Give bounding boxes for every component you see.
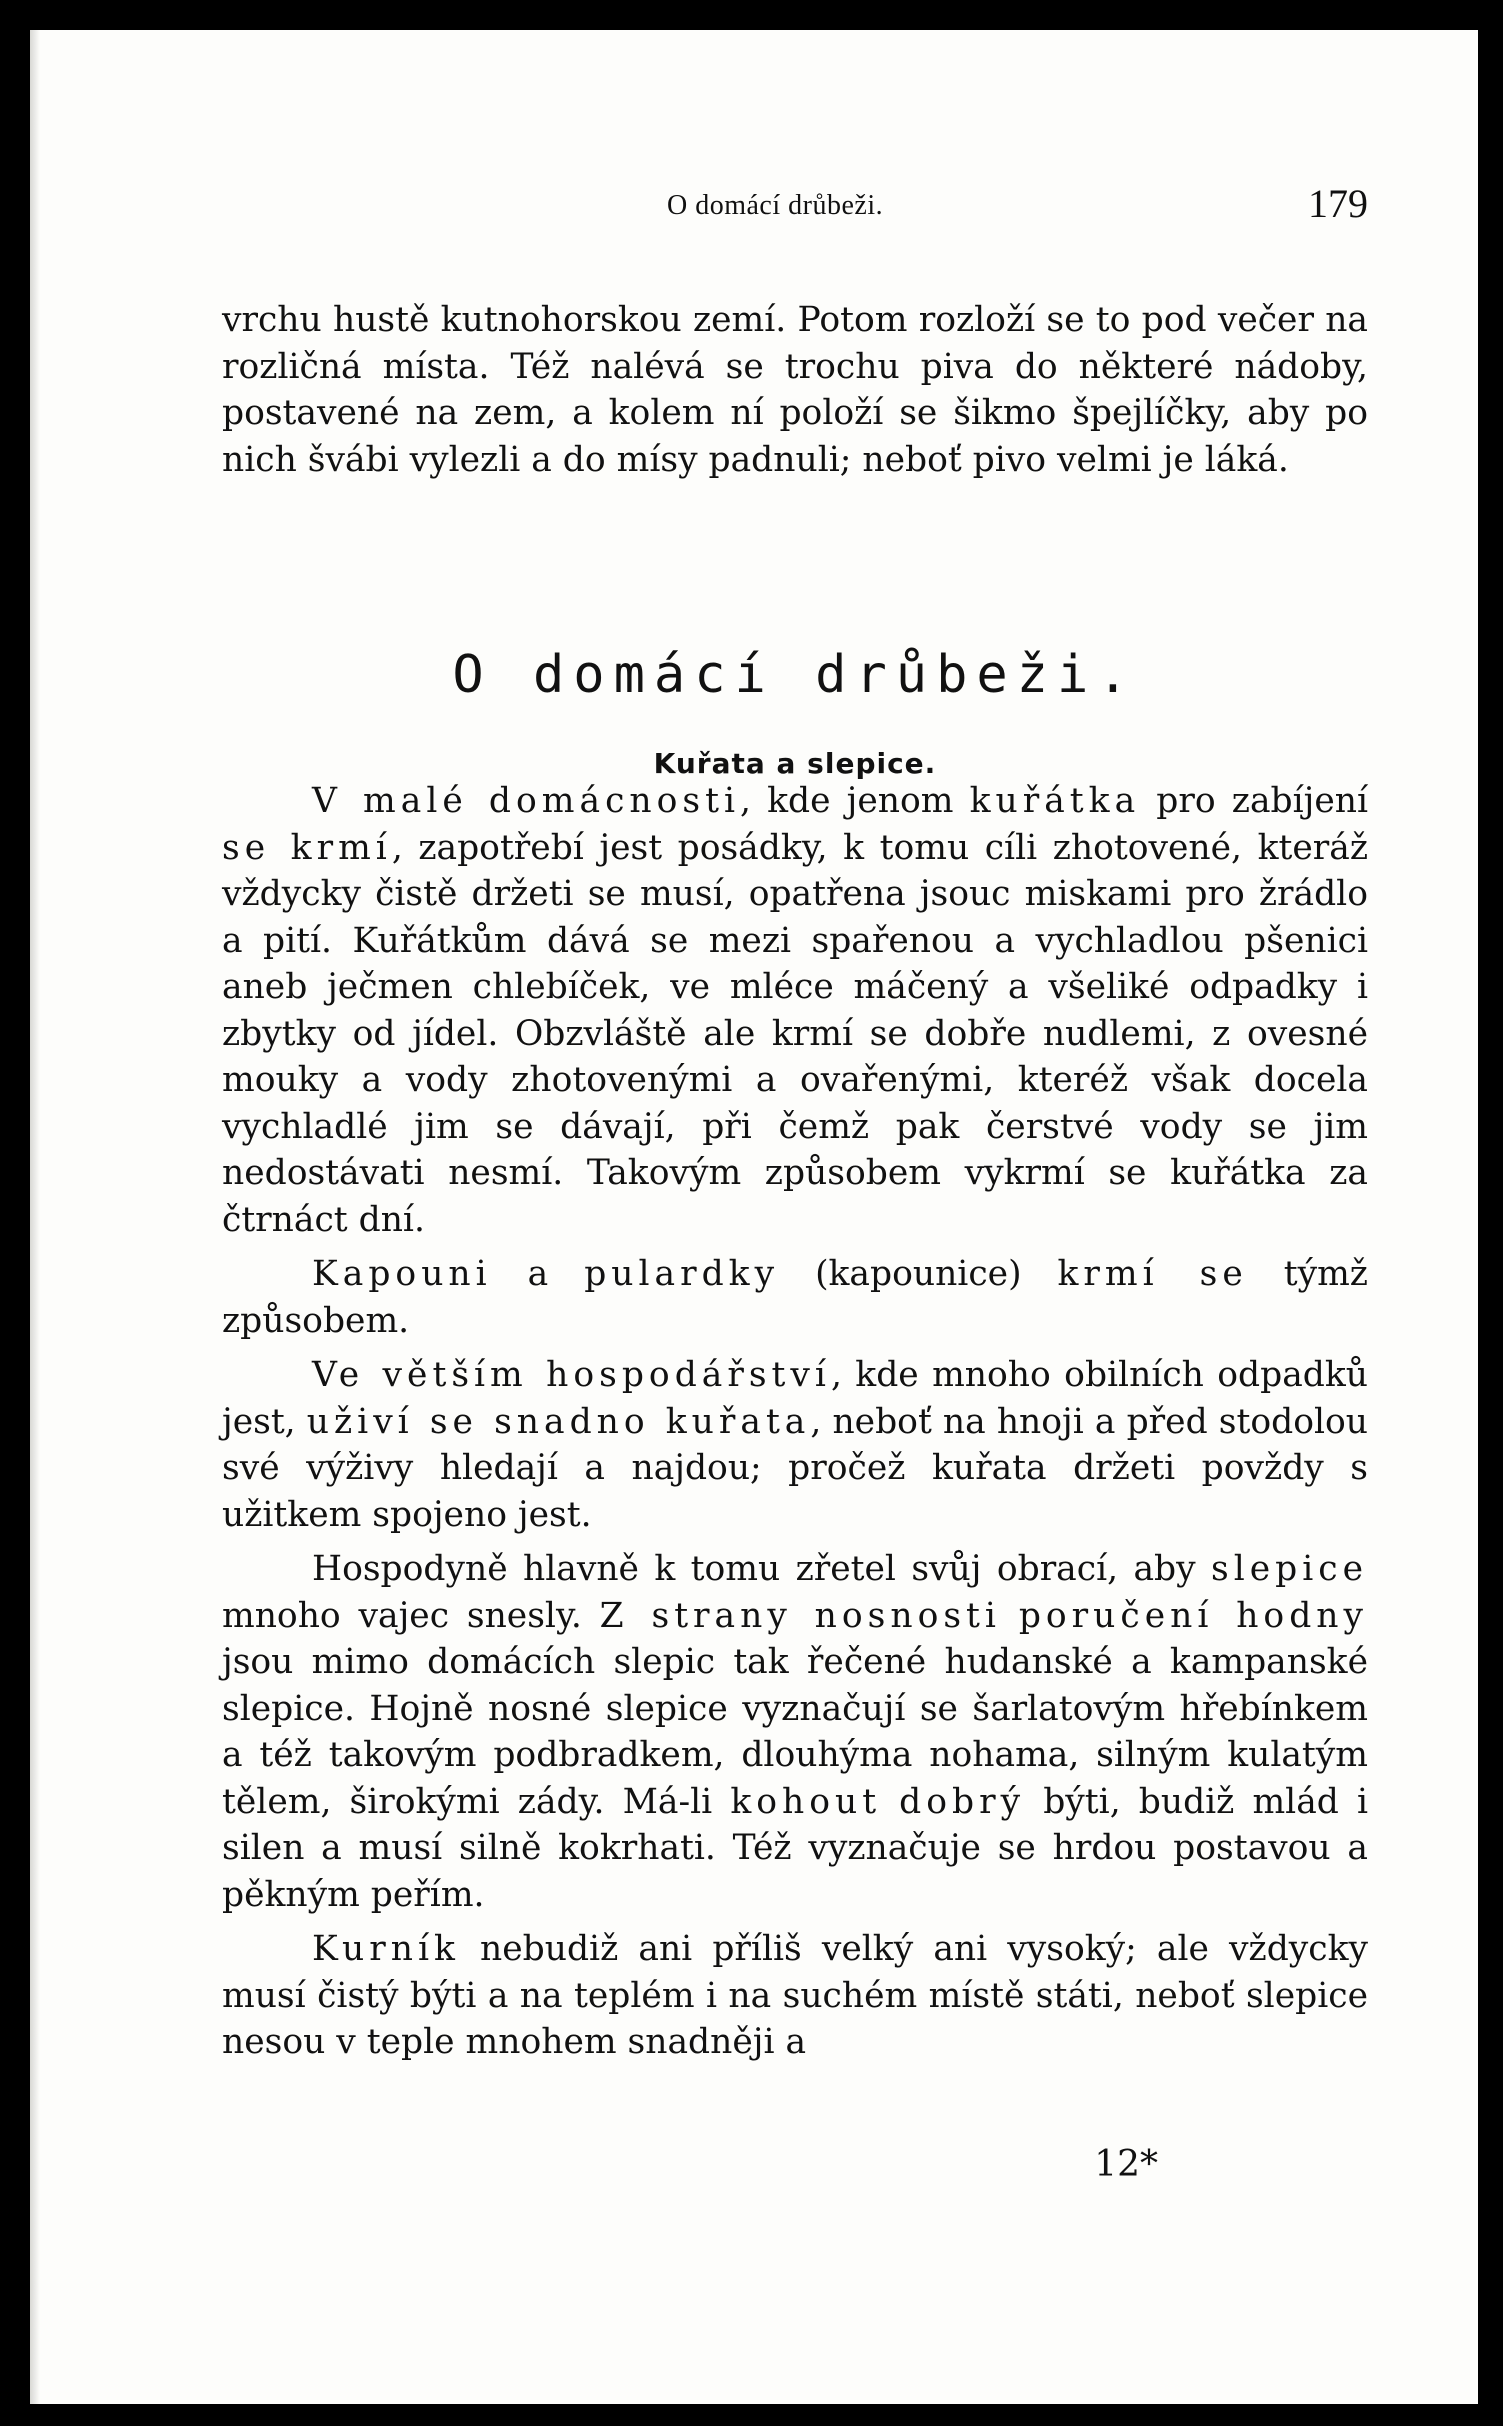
spaced-term: dobrý — [899, 1781, 1026, 1822]
text-run: nebudiž ani příliš velký ani vysoký; ale vždycky musí čistý býti a na teplém i na suchém místě státi, neboť slepice nesou v teple mnohem snadněji a — [222, 1929, 1368, 2062]
spaced-term: uživí se snadno kuřata — [306, 1401, 811, 1442]
spaced-term: krmí se — [1057, 1254, 1248, 1294]
running-head-title: O domácí drůbeži. — [667, 190, 884, 221]
text-run: mnoho vajec snesly. — [222, 1595, 600, 1636]
text-run: jsou mimo domácích slepic tak řečené hudanské a kampanské slepice. Hojně nosné slepice vyznačují se šarlatovým hřebínkem a též takovým podbradkem, dlouhýma nohama, silným kulatým tělem, širokými zády. Má-li — [222, 1642, 1368, 1822]
text-run: a — [491, 1254, 585, 1294]
text-run: pro zabíjení — [1140, 781, 1369, 821]
body-text — [222, 778, 1368, 2074]
spaced-term: poručení hodny — [1018, 1595, 1368, 1636]
book-page — [30, 30, 1478, 2404]
text-run: týmž způsobem. — [222, 1254, 1368, 1341]
text-run: , zapotřebí jest posádky, k tomu cíli zhotovené, kteráž vždycky čistě držeti se musí, opatřena jsouc miskami pro žrádlo a pití. Kuřátkům dává se mezi spařenou a vychladlou pšenici aneb ječmen chlebíček, ve mléce máčený a všeliké odpadky i zbytky od jídel. Obzvláště ale krmí se dobře nudlemi, z ovesné mouky a vody zhotovenými a ovařenými, kteréž však docela vychladlé jim se dávají, při čemž pak čerstvé vody se jim nedostávati nesmí. Takovým způsobem vykrmí se kuřátka za čtrnáct dní. — [222, 827, 1368, 1240]
spaced-term: Kurník — [312, 1929, 460, 1969]
text-run: Hospodyně hlavně k tomu zřetel svůj obrací, aby — [312, 1549, 1211, 1589]
spaced-term: kuřátka — [969, 781, 1141, 821]
paragraph-laying-hens — [222, 1546, 1368, 1918]
subheading: Kuřata a slepice. — [653, 747, 937, 781]
text-run: , neboť na hnoji a před stodolou své výživy hledají a najdou; pročež kuřata držeti povždy s užitkem spojeno jest. — [222, 1401, 1368, 1535]
spaced-term: Ve větším hospodářství — [312, 1355, 831, 1395]
signature-mark: 12* — [1094, 2144, 1158, 2185]
paragraph-chickens-small-household — [222, 778, 1368, 1243]
text-run: , kde jenom — [739, 781, 970, 821]
spaced-term: Z strany nosnosti — [599, 1595, 1001, 1636]
page-binding-edge — [30, 30, 40, 2404]
intro-paragraph: vrchu hustě kutnohorskou zemí. Potom rozloží se to pod večer na rozličná místa. Též nalévá se trochu piva do některé nádoby, postavené na zem, a kolem ní položí se šikmo špejlíčky, aby po nich švábi vylezli a do mísy padnuli; neboť pivo velmi je láká. — [222, 300, 1368, 480]
section-heading: O domácí drůbeži. — [452, 644, 1138, 705]
text-run: , kde mnoho obilních odpadků jest, — [222, 1355, 1368, 1442]
spaced-term: Kapouni — [312, 1254, 492, 1294]
text-run — [1001, 1596, 1019, 1636]
spaced-term: pulardky — [584, 1254, 780, 1294]
paragraph-capons — [222, 1251, 1368, 1344]
spaced-term: kohout — [730, 1781, 882, 1822]
text-run — [881, 1782, 899, 1822]
running-head — [222, 180, 1368, 240]
spaced-term: V malé domácnosti — [312, 781, 740, 821]
paragraph-larger-farm — [222, 1352, 1368, 1538]
page-number: 179 — [1308, 181, 1368, 226]
spaced-term: slepice — [1210, 1549, 1368, 1589]
text-run: (kapounice) — [779, 1254, 1058, 1294]
spaced-term: se krmí — [222, 827, 392, 868]
paragraph-henhouse — [222, 1926, 1368, 2066]
text-run: býti, budiž mlád i silen a musí silně kokrhati. Též vyznačuje se hrdou postavou a pěkným peřím. — [222, 1781, 1369, 1915]
